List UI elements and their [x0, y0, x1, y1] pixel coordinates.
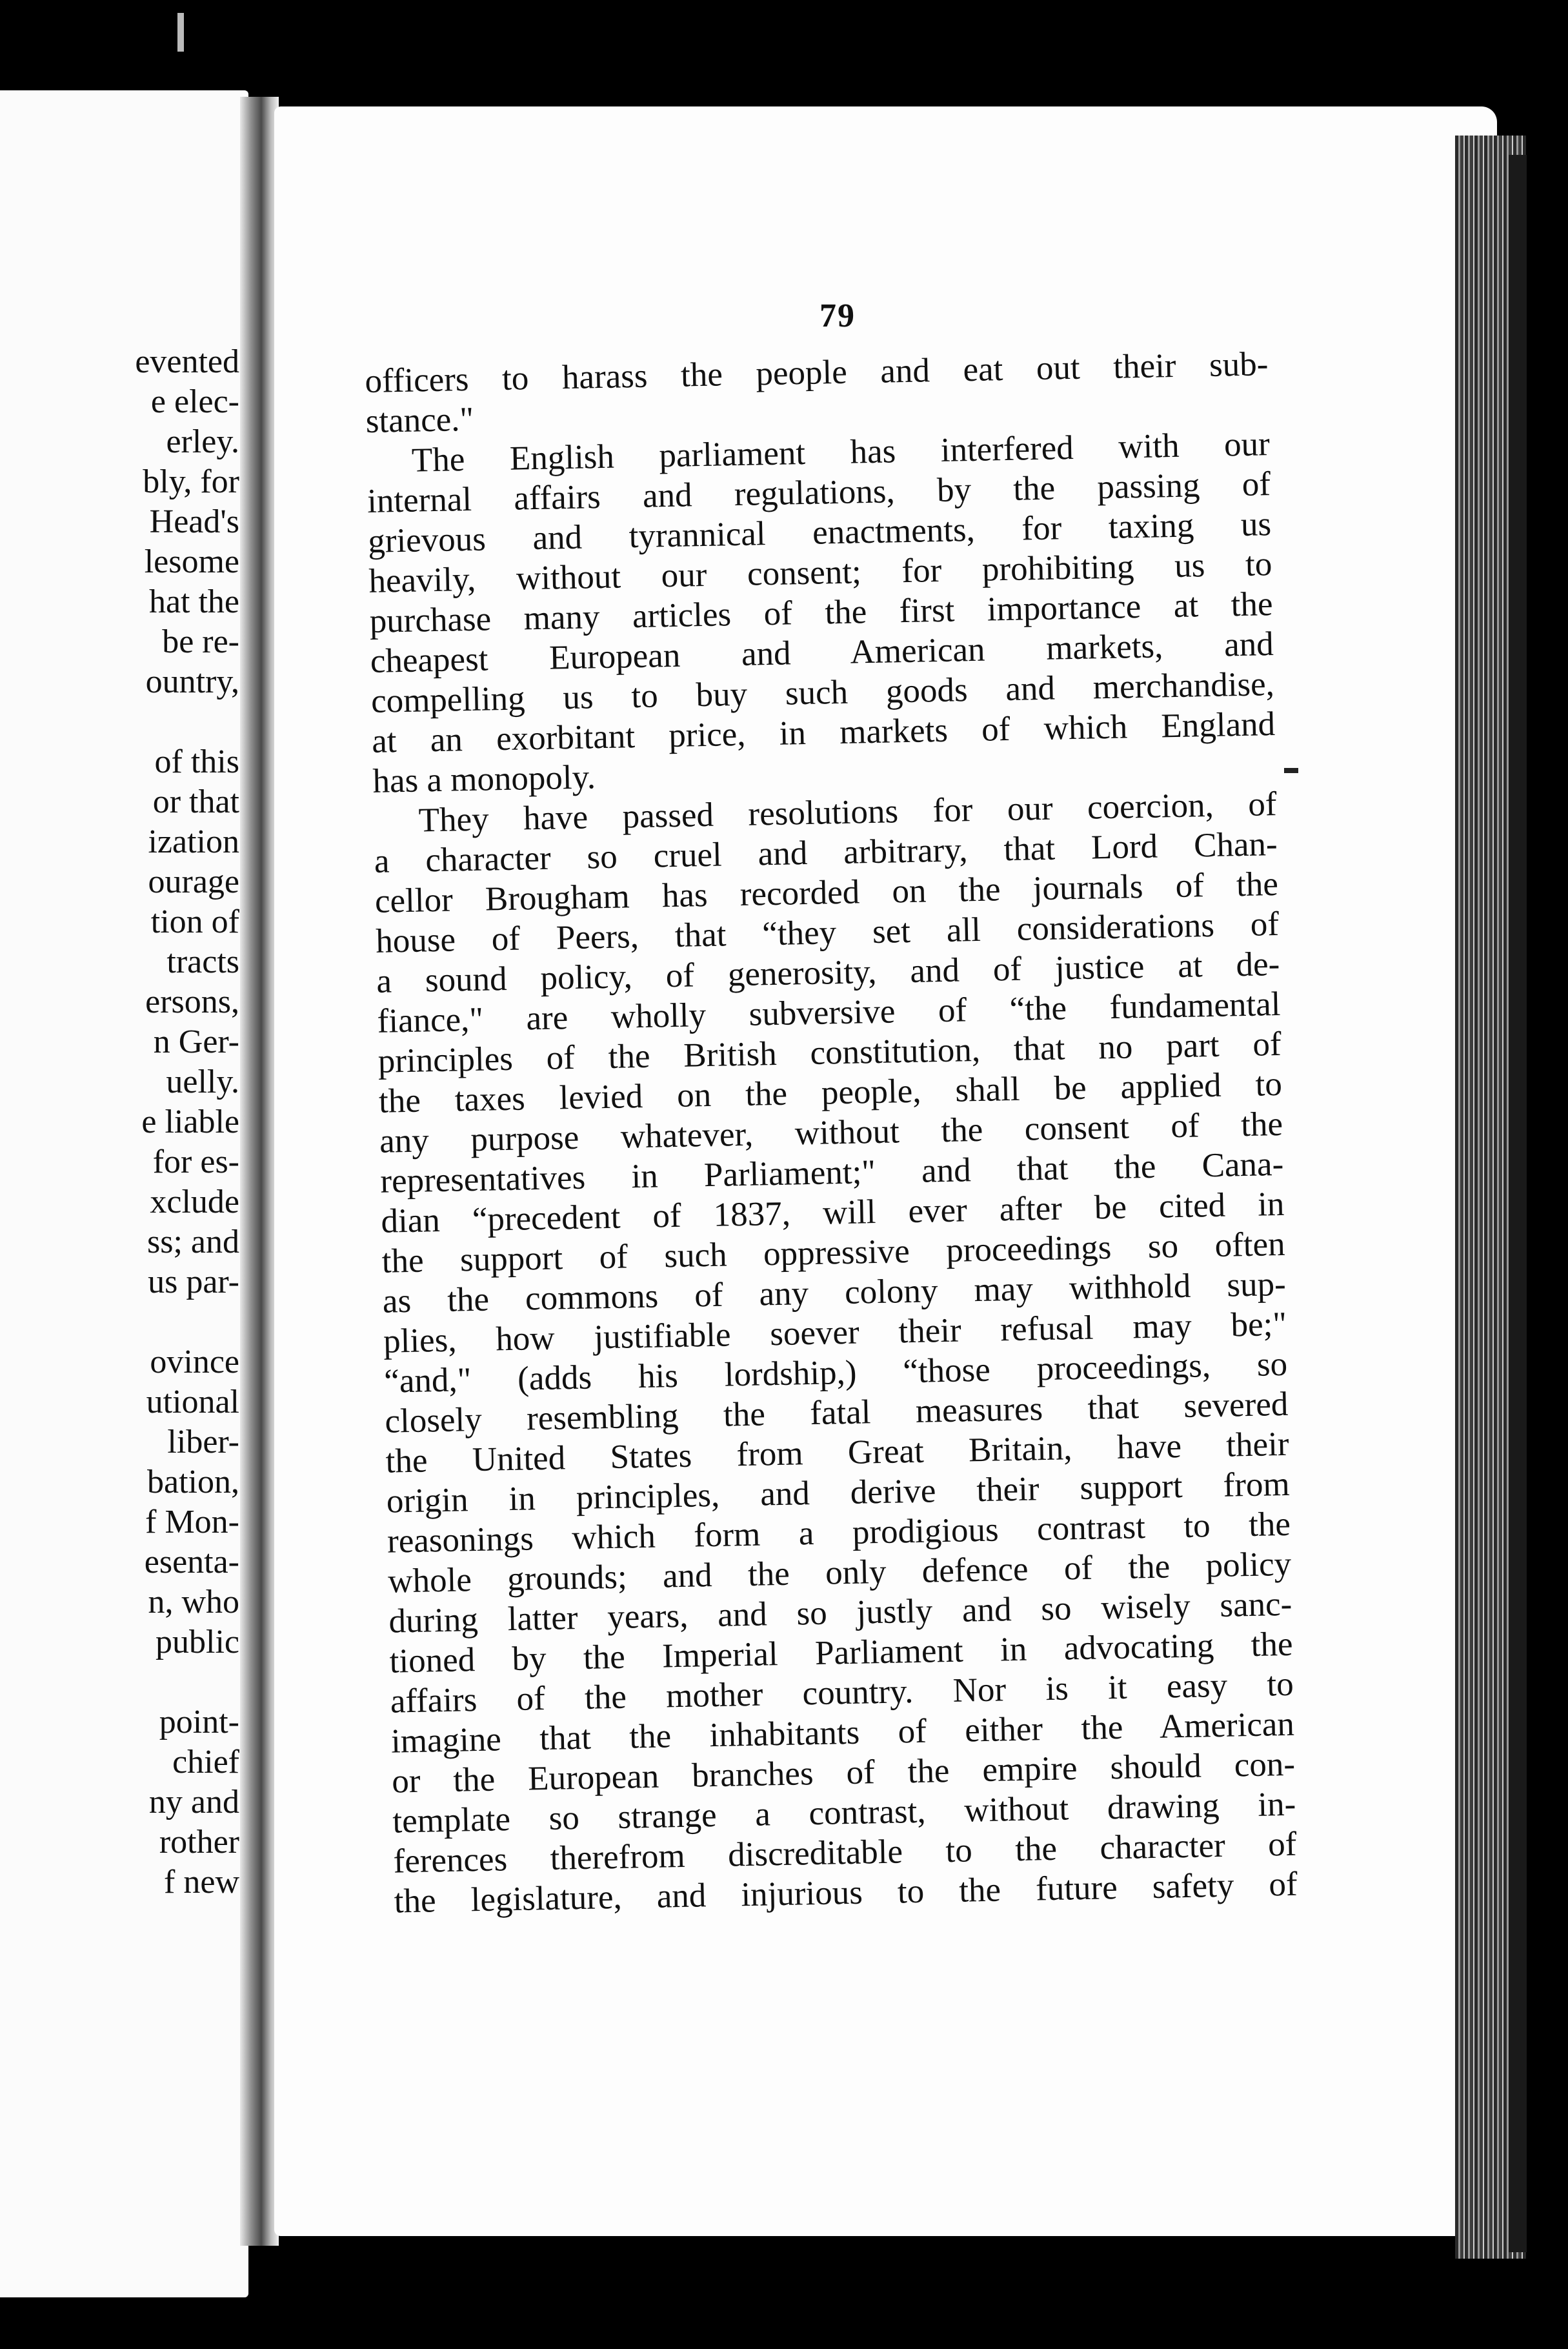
- left-page-line: ny and: [148, 1784, 239, 1820]
- left-page-text: [135, 342, 239, 1902]
- text-line: as the commons of any colony may withhold sup-: [382, 1265, 1287, 1320]
- left-page-line: ovince: [150, 1344, 239, 1380]
- left-page-line: of this: [154, 743, 239, 780]
- left-page-line: e liable: [141, 1104, 239, 1140]
- left-page-line: ization: [148, 823, 239, 860]
- text-line: or the European branches of the empire should con-: [391, 1745, 1296, 1800]
- text-line: the taxes levied on the people, shall be applied to: [378, 1065, 1283, 1120]
- left-page-line: bation,: [147, 1464, 239, 1500]
- text-line: template so strange a contrast, without drawing in-: [392, 1785, 1296, 1840]
- left-page-line: Head's: [149, 503, 239, 540]
- body-text: [365, 344, 1298, 1921]
- left-page-line: uelly.: [166, 1064, 239, 1100]
- left-page-line: [135, 702, 239, 742]
- text-line: has a monopoly.: [372, 758, 596, 800]
- left-page-line: n, who: [148, 1584, 239, 1620]
- text-line: heavily, without our consent; for prohibiting us to: [368, 545, 1272, 600]
- left-page-line: erley.: [166, 423, 239, 460]
- text-line: stance.": [365, 400, 474, 440]
- text-line: representatives in Parliament;" and that the Cana-: [379, 1145, 1284, 1200]
- left-page-line: public: [156, 1624, 239, 1660]
- left-page-line: liber-: [167, 1424, 239, 1460]
- text-line: closely resembling the fatal measures that severed: [384, 1385, 1289, 1440]
- left-page-line: be re-: [162, 623, 239, 660]
- left-page-line: f Mon-: [145, 1504, 239, 1540]
- left-page-line: [135, 1662, 239, 1702]
- left-page-line: or that: [152, 783, 239, 820]
- text-line: internal affairs and regulations, by the passing of: [367, 465, 1271, 520]
- text-line: whole grounds; and the only defence of the policy: [387, 1545, 1292, 1600]
- left-page-line: tion of: [150, 903, 239, 940]
- text-line: tioned by the Imperial Parliament in advocating the: [389, 1625, 1293, 1680]
- left-page-line: esenta-: [144, 1544, 239, 1580]
- left-page-line: f new: [164, 1864, 239, 1900]
- left-page-line: us par-: [148, 1264, 239, 1300]
- text-line: grievous and tyrannical enactments, for taxing us: [367, 505, 1272, 560]
- text-line: They have passed resolutions for our coercion, of: [418, 785, 1277, 840]
- left-page-line: ss; and: [147, 1224, 239, 1260]
- left-page-line: e elec-: [150, 383, 239, 420]
- left-page-line: ersons,: [145, 983, 239, 1020]
- left-page-line: [135, 1302, 239, 1342]
- left-page-line: point-: [159, 1704, 239, 1740]
- left-page-line: bly, for: [143, 463, 239, 500]
- text-line: the United States from Great Britain, have their: [385, 1425, 1290, 1480]
- text-line: The English parliament has interfered with our: [411, 425, 1271, 479]
- left-page-line: utional: [146, 1384, 239, 1420]
- left-page-line: hat the: [148, 583, 239, 620]
- left-page-line: ourage: [148, 863, 239, 900]
- page-number: 79: [819, 297, 856, 334]
- text-line: origin in principles, and derive their support from: [386, 1465, 1291, 1520]
- text-line: dian “precedent of 1837, will ever after be cited in: [381, 1185, 1285, 1240]
- text-line: compelling us to buy such goods and merchandise,: [370, 665, 1275, 720]
- left-page-line: xclude: [150, 1184, 239, 1220]
- page-edges-shadow: [1509, 155, 1527, 2252]
- text-line: cheapest European and American markets, and: [370, 625, 1274, 680]
- text-line: the legislature, and injurious to the future safety of: [394, 1865, 1298, 1921]
- text-line: plies, how justifiable soever their refusal may be;": [383, 1305, 1287, 1360]
- text-line: at an exorbitant price, in markets of which England: [371, 705, 1276, 760]
- text-line: any purpose whatever, without the consent of the: [379, 1105, 1283, 1160]
- text-line: house of Peers, that “they set all considerations of: [375, 905, 1280, 960]
- left-page-line: evented: [135, 343, 239, 380]
- text-line: principles of the British constitution, that no part of: [377, 1025, 1282, 1080]
- left-page-line: ountry,: [145, 663, 239, 700]
- text-line: imagine that the inhabitants of either the American: [390, 1705, 1295, 1760]
- text-line: during latter years, and so justly and so wisely sanc-: [388, 1585, 1292, 1640]
- book-gutter: [240, 97, 279, 2246]
- text-line: reasonings which form a prodigious contrast to the: [387, 1505, 1291, 1560]
- left-page-line: chief: [172, 1744, 239, 1780]
- text-line: the support of such oppressive proceedings so often: [381, 1225, 1286, 1280]
- text-line: purchase many articles of the first importance at the: [369, 585, 1274, 640]
- left-page-line: rother: [159, 1824, 239, 1860]
- text-line: a character so cruel and arbitrary, that Lord Chan-: [374, 825, 1278, 880]
- left-page-line: n Ger-: [153, 1023, 239, 1060]
- text-line: ferences therefrom discreditable to the character of: [393, 1825, 1297, 1880]
- text-line: “and," (adds his lordship,) “those proceedings, so: [383, 1345, 1288, 1400]
- left-page-line: lesome: [144, 543, 239, 580]
- left-page-line: for es-: [152, 1144, 239, 1180]
- left-page-line: tracts: [166, 943, 239, 980]
- margin-mark: [1284, 768, 1298, 773]
- text-line: cellor Brougham has recorded on the journals of the: [374, 865, 1279, 920]
- left-page: [0, 90, 248, 2297]
- text-line: fiance," are wholly subversive of “the fundamental: [377, 985, 1281, 1040]
- text-line: officers to harass the people and eat out their sub-: [365, 345, 1269, 400]
- text-line: a sound policy, of generosity, and of justice at de-: [376, 945, 1280, 1000]
- scan-artifact-mark: [177, 13, 184, 52]
- text-line: affairs of the mother country. Nor is it easy to: [390, 1665, 1294, 1720]
